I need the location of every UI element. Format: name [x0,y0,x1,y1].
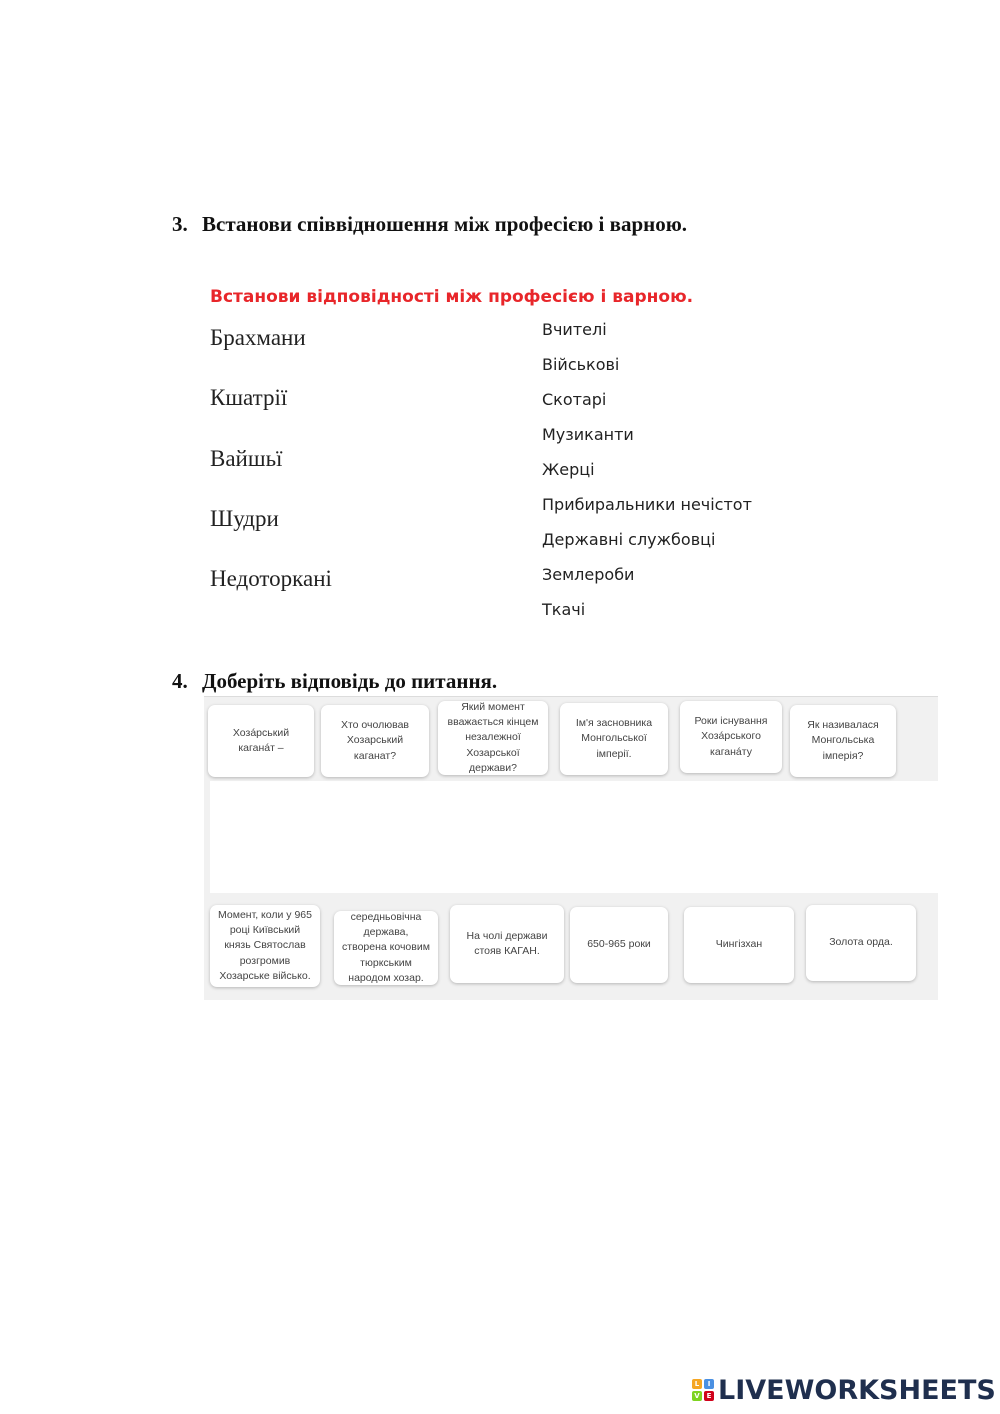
liveworksheets-logo [692,1374,996,1406]
answer-card[interactable]: середньовічна держава, створена кочовим тюркським народом хозар. [334,911,438,985]
logo-grid-icon [692,1379,714,1401]
task-3-heading: Встанови відповідності між професією і варною. [210,287,694,307]
answer-card[interactable]: Чингізхан [684,907,794,983]
task-3-number: 3. [172,212,188,236]
logo-letter: I [704,1379,714,1389]
question-card[interactable]: Хозáрський каганáт – [208,705,314,777]
task-3-title-text: Встанови співвідношення між професією і варною. [202,212,688,236]
answer-card[interactable]: Золота орда. [806,905,916,981]
matching-panel [204,696,938,1000]
profession-item: Землероби [542,565,635,584]
profession-item: Музиканти [542,425,634,444]
profession-item: Військові [542,355,620,374]
matching-drop-area[interactable] [210,781,938,893]
profession-item: Ткачі [542,600,586,619]
logo-letter: V [692,1391,702,1401]
logo-letter: L [692,1379,702,1389]
profession-item: Прибиральники нечістот [542,495,752,514]
task-4-title-text: Доберіть відповідь до питання. [202,669,498,693]
varna-kshatrii: Кшатрії [210,385,288,410]
question-card[interactable]: Як називалася Монгольська імперія? [790,705,896,777]
varna-nedotorkani: Недоторкані [210,566,332,591]
profession-item: Вчителі [542,320,607,339]
varna-brahmany: Брахмани [210,325,306,350]
logo-text: LIVEWORKSHEETS [718,1374,996,1406]
question-card[interactable]: Ім'я засновника Монгольської імперії. [560,703,668,775]
task-4-number: 4. [172,669,188,693]
question-card[interactable]: Який момент вважається кінцем незалежної Хозарської держави? [438,701,548,775]
profession-item: Жерці [542,460,595,479]
question-card[interactable]: Роки існування Хозáрського каганáту [680,701,782,773]
varna-vaishyi: Вайшьї [210,446,283,471]
answer-card[interactable]: Момент, коли у 965 році Київський князь Святослав розгромив Хозарське військо. [210,905,320,987]
varna-shudry: Шудри [210,506,279,531]
task-3-title [172,212,687,237]
profession-item: Скотарі [542,390,607,409]
profession-item: Державні службовці [542,530,716,549]
question-card[interactable]: Хто очолював Хозарський каганат? [321,705,429,777]
logo-letter: E [704,1391,714,1401]
answer-card[interactable]: На чолі держави стояв КАГАН. [450,905,564,983]
answer-card[interactable]: 650-965 роки [570,907,668,983]
task-4-title [172,669,497,694]
